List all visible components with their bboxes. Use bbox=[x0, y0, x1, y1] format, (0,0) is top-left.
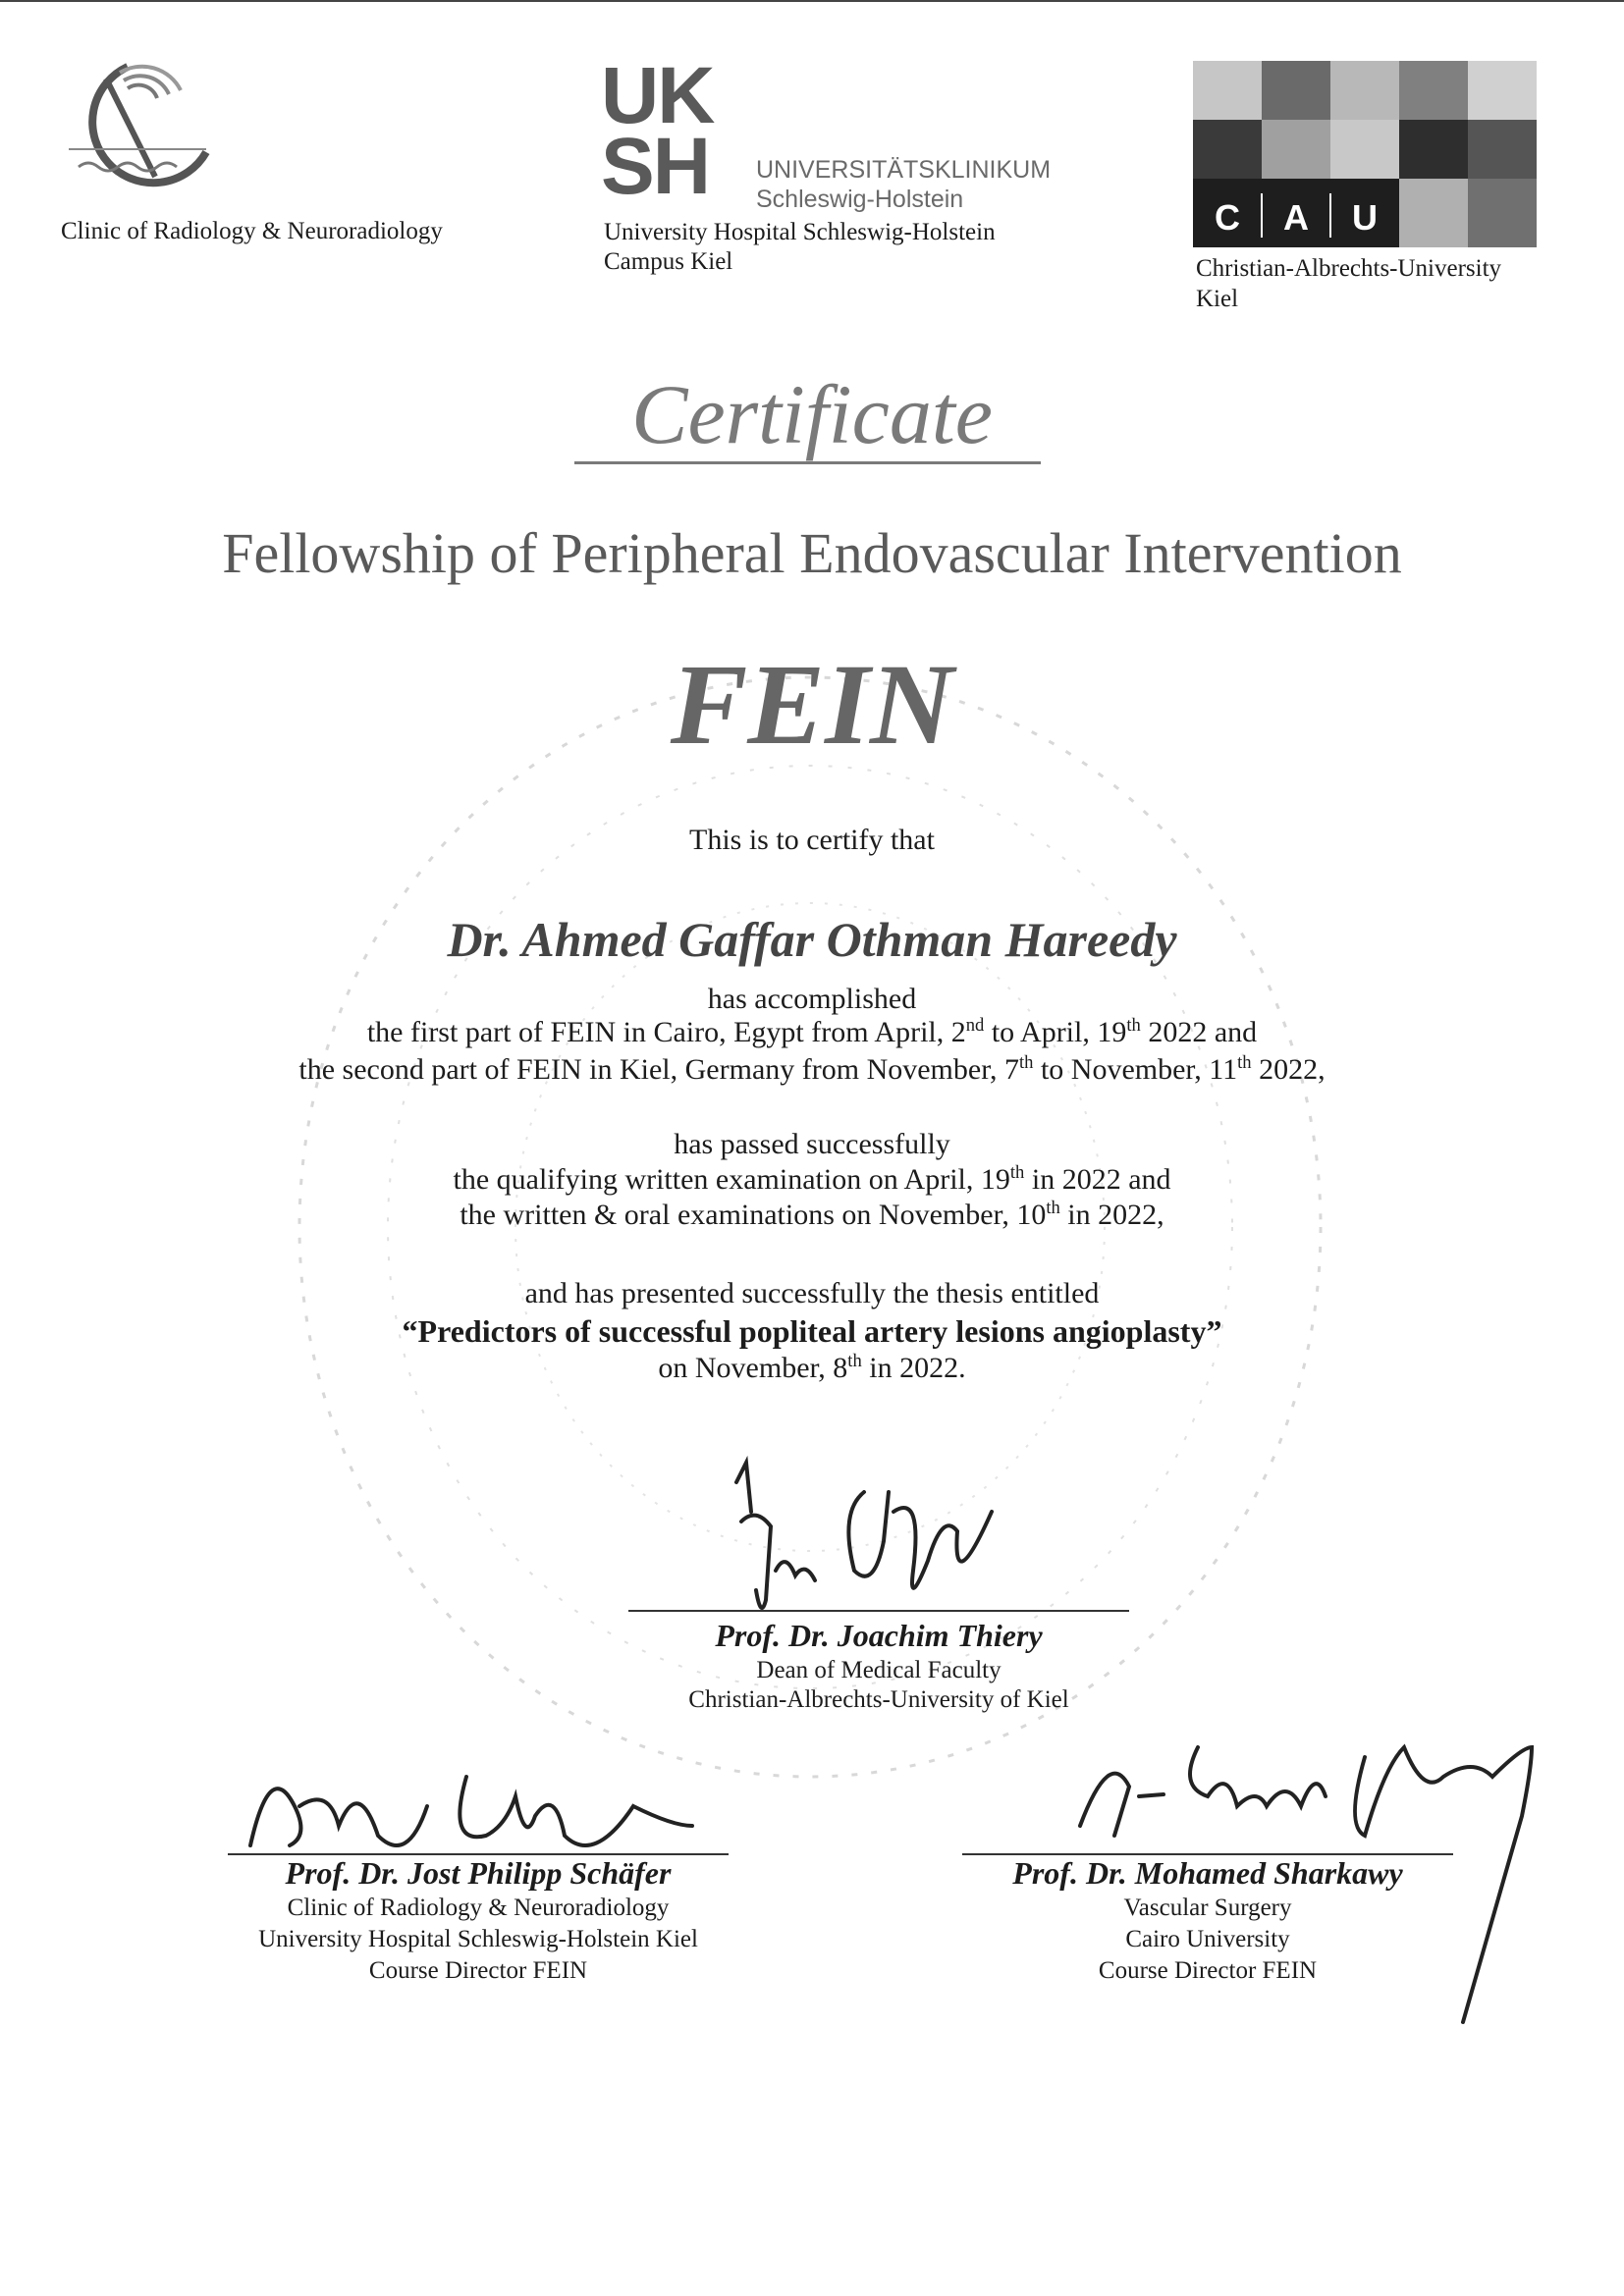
uksh-logo bbox=[601, 51, 729, 211]
fellowship-title: Fellowship of Peripheral Endovascular Intervention bbox=[222, 521, 1402, 585]
part2-text-b: to November, 11 bbox=[1033, 1053, 1238, 1086]
uksh-caption bbox=[604, 218, 996, 277]
cau-caption-line1: Christian-Albrechts-University bbox=[1196, 255, 1502, 282]
kiel-director-role-2: University Hospital Schleswig-Holstein Kiel bbox=[258, 1926, 698, 1952]
exam2-text-b: in 2022, bbox=[1059, 1199, 1164, 1231]
cau-letter-u: U bbox=[1352, 197, 1378, 238]
cau-letter-c: C bbox=[1215, 197, 1240, 238]
dean-name: Prof. Dr. Joachim Thiery bbox=[715, 1618, 1043, 1653]
part1-text bbox=[0, 1015, 1624, 1050]
passed-text: has passed successfully bbox=[674, 1128, 950, 1160]
cairo-director-role-3: Course Director FEIN bbox=[1098, 1957, 1318, 1984]
kiel-director-role-3: Course Director FEIN bbox=[368, 1957, 588, 1984]
thesis-intro-text: and has presented successfully the thesis entitled bbox=[524, 1277, 1100, 1309]
uksh-logo-uk: UK bbox=[601, 51, 714, 140]
part1-sup2: th bbox=[1126, 1015, 1141, 1036]
thesis-date-sup: th bbox=[847, 1351, 862, 1371]
thesis-date-a: on November, 8 bbox=[658, 1352, 848, 1384]
dean-signature-line bbox=[628, 1610, 1129, 1612]
page-top-edge bbox=[0, 0, 1624, 2]
kiel-director-signature bbox=[241, 1747, 712, 1865]
uksh-caption-line1: University Hospital Schleswig-Holstein bbox=[604, 219, 996, 245]
dean-role-2: Christian-Albrechts-University of Kiel bbox=[688, 1686, 1069, 1713]
kiel-director-role-1: Clinic of Radiology & Neuroradiology bbox=[287, 1895, 670, 1921]
uksh-name-line1: UNIVERSITÄTSKLINIKUM bbox=[756, 156, 1052, 184]
exam1-text-b: in 2022 and bbox=[1024, 1163, 1171, 1196]
part2-text-c: 2022, bbox=[1251, 1053, 1326, 1086]
part2-text-a: the second part of FEIN in Kiel, Germany from November, 7 bbox=[298, 1053, 1019, 1086]
thesis-date-b: in 2022. bbox=[861, 1352, 966, 1384]
dean-role-1: Dean of Medical Faculty bbox=[756, 1657, 1001, 1683]
exam1-text bbox=[0, 1162, 1624, 1198]
radiology-clinic-logo bbox=[59, 59, 216, 206]
exam1-sup: th bbox=[1009, 1162, 1025, 1183]
thesis-title: “Predictors of successful popliteal artery lesions angioplasty” bbox=[402, 1313, 1222, 1349]
certificate-title-underline bbox=[574, 461, 1041, 464]
part2-sup2: th bbox=[1237, 1052, 1252, 1073]
kiel-director-name: Prof. Dr. Jost Philipp Schäfer bbox=[285, 1855, 672, 1891]
part2-text bbox=[0, 1052, 1624, 1088]
certificate-title: Certificate bbox=[631, 367, 993, 461]
exam1-text-a: the qualifying written examination on April, 19 bbox=[453, 1163, 1010, 1196]
cairo-director-name: Prof. Dr. Mohamed Sharkawy bbox=[1012, 1855, 1403, 1891]
accomplished-text: has accomplished bbox=[707, 983, 917, 1015]
part2-sup1: th bbox=[1019, 1052, 1034, 1073]
certify-text: This is to certify that bbox=[689, 824, 935, 856]
part1-text-c: 2022 and bbox=[1140, 1016, 1258, 1048]
cau-caption-line2: Kiel bbox=[1196, 286, 1239, 312]
radiology-clinic-caption: Clinic of Radiology & Neuroradiology bbox=[61, 218, 443, 244]
part1-text-a: the first part of FEIN in Cairo, Egypt from April, 2 bbox=[366, 1016, 966, 1048]
fein-title: FEIN bbox=[670, 640, 954, 769]
uksh-name-line2: Schleswig-Holstein bbox=[756, 186, 964, 213]
uksh-logo-sh: SH bbox=[601, 122, 709, 211]
cau-logo bbox=[1193, 61, 1537, 247]
part1-sup1: nd bbox=[965, 1015, 985, 1036]
cairo-director-role-1: Vascular Surgery bbox=[1123, 1895, 1292, 1921]
exam2-text bbox=[0, 1198, 1624, 1233]
cairo-director-role-2: Cairo University bbox=[1125, 1926, 1290, 1952]
part1-text-b: to April, 19 bbox=[984, 1016, 1127, 1048]
exam2-sup: th bbox=[1046, 1198, 1060, 1218]
exam2-text-a: the written & oral examinations on November, 10 bbox=[460, 1199, 1047, 1231]
uksh-caption-line2: Campus Kiel bbox=[604, 248, 733, 275]
recipient-name: Dr. Ahmed Gaffar Othman Hareedy bbox=[447, 912, 1177, 967]
cau-letter-a: A bbox=[1283, 197, 1309, 238]
thesis-date bbox=[0, 1351, 1624, 1386]
uksh-name bbox=[756, 155, 1051, 214]
cau-caption bbox=[1196, 253, 1501, 314]
